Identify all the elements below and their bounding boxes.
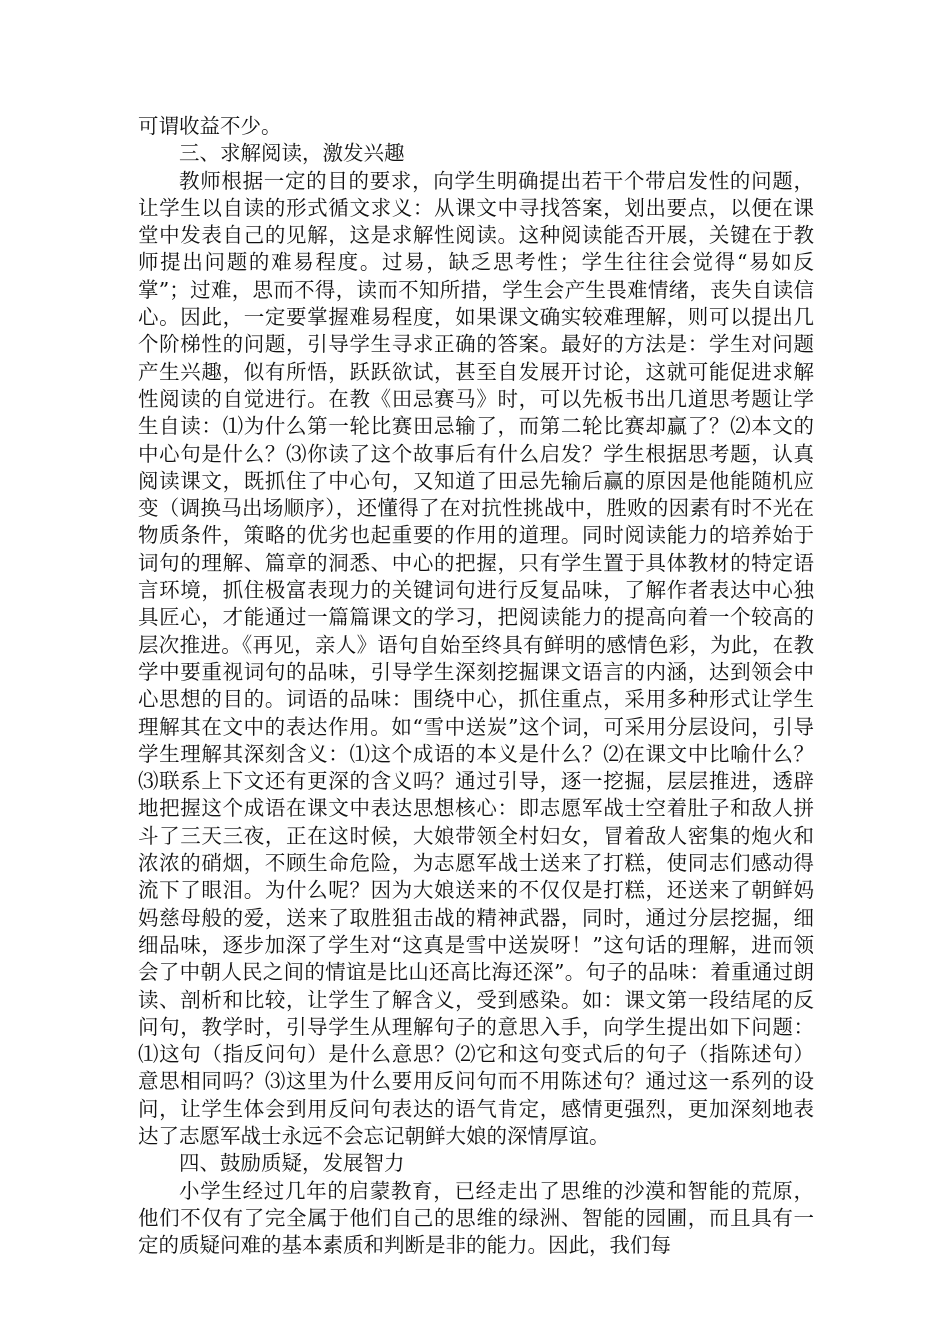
section-4-body: 小学生经过几年的启蒙教育，已经走出了思维的沙漠和智能的荒原，他们不仅有了完全属于他们自己的思维的绿洲、智能的园圃，而且具有一定的质疑问难的基本素质和判断是非的能力。因此，我们每 xyxy=(138,1178,814,1258)
paragraph-continuation: 可谓收益不少。 xyxy=(138,114,282,138)
section-heading-3: 三、求解阅读，激发兴趣 xyxy=(179,141,405,166)
section-3-body: 教师根据一定的目的要求，向学生明确提出若干个带启发性的问题，让学生以自读的形式循文求义：从课文中寻找答案，划出要点，以便在课堂中发表自己的见解，这是求解性阅读。这种阅读能否开展，关键在于教师提出问题的难易程度。过易，缺乏思考性；学生往往会觉得“易如反掌”；过难，思而不得，读而不知所措，学生会产生畏难情绪，丧失自读信心。因此，一定要掌握难易程度，如果课文确实较难理解，则可以提出几个阶梯性的问题，引导学生寻求正确的答案。最好的方法是：学生对问题产生兴趣，似有所悟，跃跃欲试，甚至自发展开讨论，这就可能促进求解性阅读的自觉进行。在教《田忌赛马》时，可以先板书出几道思考题让学生自读：⑴为什么第一轮比赛田忌输了，而第二轮比赛却赢了？⑵本文的中心句是什么？⑶你读了这个故事后有什么启发？学生根据思考题，认真阅读课文，既抓住了中心句，又知道了田忌先输后赢的原因是他能随机应变（调换马出场顺序），还懂得了在对抗性挑战中，胜败的因素有时不光在物质条件，策略的优劣也起重要的作用的道理。同时阅读能力的培养始于词句的理解、篇章的洞悉、中心的把握，只有学生置于具体教材的特定语言环境，抓住极富表现力的关键词句进行反复品味，了解作者表达中心独具匠心，才能通过一篇篇课文的学习，把阅读能力的提高向着一个较高的层次推进。《再见，亲人》语句自始至终具有鲜明的感情色彩，为此，在教学中要重视词句的品味，引导学生深刻挖掘课文语言的内涵，达到领会中心思想的目的。词语的品味：围绕中心，抓住重点，采用多种形式让学生理解其在文中的表达作用。如“雪中送炭”这个词，可采用分层设问，引导学生理解其深刻含义：⑴这个成语的本义是什么？⑵在课文中比喻什么？⑶联系上下文还有更深的含义吗？通过引导，逐一挖掘，层层推进，透辟地把握这个成语在课文中表达思想核心：即志愿军战士空着肚子和敌人拼斗了三天三夜，正在这时候，大娘带领全村妇女，冒着敌人密集的炮火和浓浓的硝烟，不顾生命危险，为志愿军战士送来了打糕，使同志们感动得流下了眼泪。为什么呢？因为大娘送来的不仅仅是打糕，还送来了朝鲜妈妈慈母般的爱，送来了取胜狙击战的精神武器，同时，通过分层挖掘，细细品味，逐步加深了学生对“这真是雪中送炭呀！”这句话的理解，进而领会了中朝人民之间的情谊是比山还高比海还深”。句子的品味：着重通过朗读、剖析和比较，让学生了解含义，受到感染。如：课文第一段结尾的反问句，教学时，引导学生从理解句子的意思入手，向学生提出如下问题：⑴这句（指反问句）是什么意思？⑵它和这句变式后的句子（指陈述句）意思相同吗？⑶这里为什么要用反问句而不用陈述句？通过这一系列的设问，让学生体会到用反问句表达的语气肯定，感情更强烈，更加深刻地表达了志愿军战士永远不会忘记朝鲜大娘的深情厚谊。 xyxy=(138,168,814,1148)
section-heading-4: 四、鼓励质疑，发展智力 xyxy=(179,1151,405,1176)
document-page xyxy=(138,113,814,1259)
